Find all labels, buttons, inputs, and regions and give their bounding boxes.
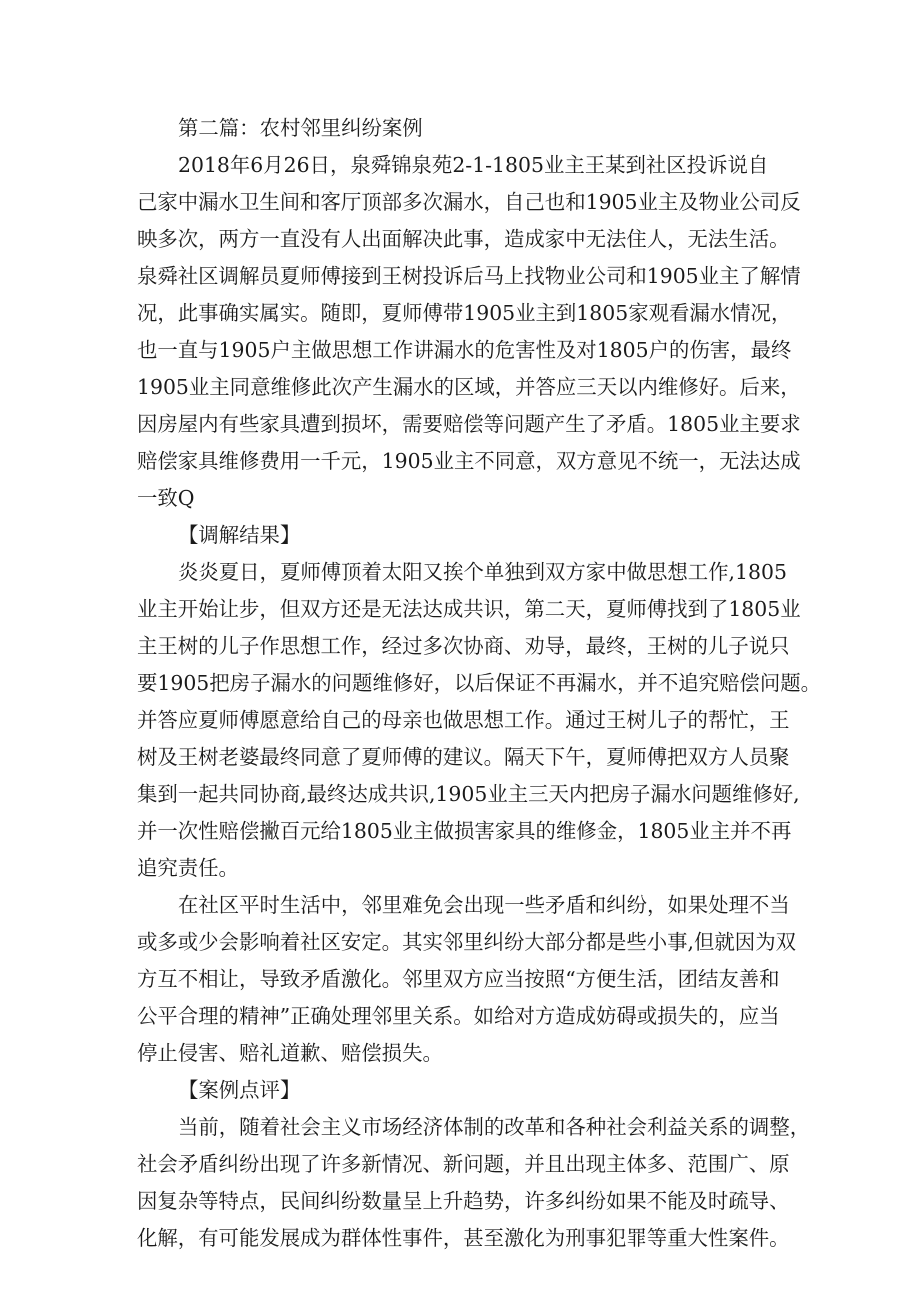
paragraph-line: 要1905把房子漏水的问题维修好，以后保证不再漏水，并不追究赔偿问题。: [137, 671, 821, 695]
paragraph-line: 1905业主同意维修此次产生漏水的区域，并答应三天以内维修好。后来，: [137, 375, 801, 399]
paragraph-line: 况，此事确实属实。随即，夏师傅带1905业主到1805家观看漏水情况，: [137, 301, 792, 325]
paragraph-line: 公平合理的精神”正确处理邻里关系。如给对方造成妨碍或损失的，应当: [137, 1004, 780, 1028]
section-heading-mediation-result: 【调解结果】: [178, 523, 301, 547]
section-heading-case-review: 【案例点评】: [178, 1078, 301, 1102]
paragraph-line: 2018年6月26日，泉舜锦泉苑2-1-1805业主王某到社区投诉说自: [178, 153, 769, 177]
paragraph-line: 树及王树老婆最终同意了夏师傅的建议。隔天下午，夏师傅把双方人员聚: [137, 745, 790, 769]
paragraph-line: 集到一起共同协商,最终达成共识,1905业主三天内把房子漏水问题维修好,: [137, 782, 800, 806]
paragraph-line: 化解，有可能发展成为群体性事件，甚至激化为刑事犯罪等重大性案件。: [137, 1226, 790, 1250]
paragraph-line: 并答应夏师傅愿意给自己的母亲也做思想工作。通过王树儿子的帮忙，王: [137, 708, 790, 732]
paragraph-line: 主王树的儿子作思想工作，经过多次协商、劝导，最终，王树的儿子说只: [137, 634, 790, 658]
paragraph-line: 当前，随着社会主义市场经济体制的改革和各种社会利益关系的调整，: [178, 1115, 811, 1139]
paragraph-line: 方互不相让，导致矛盾激化。邻里双方应当按照“方便生活，团结友善和: [137, 967, 780, 991]
paragraph-line: 追究责任。: [137, 856, 239, 880]
paragraph-line: 赔偿家具维修费用一千元，1905业主不同意，双方意见不统一，无法达成: [137, 449, 801, 473]
paragraph-line: 因复杂等特点，民间纠纷数量呈上升趋势，许多纠纷如果不能及时疏导、: [137, 1189, 790, 1213]
paragraph-line: 炎炎夏日，夏师傅顶着太阳又挨个单独到双方家中做思想工作,1805: [178, 560, 787, 584]
paragraph-line: 并一次性赔偿撇百元给1805业主做损害家具的维修金，1805业主并不再: [137, 819, 792, 843]
paragraph-line: 社会矛盾纠纷出现了许多新情况、新问题，并且出现主体多、范围广、原: [137, 1152, 790, 1176]
paragraph-line: 在社区平时生活中，邻里难免会出现一些矛盾和纠纷，如果处理不当: [178, 893, 790, 917]
paragraph-line: 停止侵害、赔礼道歉、赔偿损失。: [137, 1041, 443, 1065]
paragraph-line: 泉舜社区调解员夏师傅接到王树投诉后马上找物业公司和1905业主了解情: [137, 264, 801, 288]
paragraph-line: 或多或少会影响着社区安定。其实邻里纠纷大部分都是些小事,但就因为双: [137, 930, 796, 954]
paragraph-line: 也一直与1905户主做思想工作讲漏水的危害性及对1805户的伤害，最终: [137, 338, 792, 362]
paragraph-line: 一致Q: [137, 486, 195, 510]
paragraph-line: 映多次，两方一直没有人出面解决此事，造成家中无法住人，无法生活。: [137, 227, 790, 251]
paragraph-line: 业主开始让步，但双方还是无法达成共识，第二天，夏师傅找到了1805业: [137, 597, 801, 621]
paragraph-line: 因房屋内有些家具遭到损坏，需要赔偿等问题产生了矛盾。1805业主要求: [137, 412, 801, 436]
section-title: 第二篇：农村邻里纠纷案例: [178, 116, 423, 140]
paragraph-line: 己家中漏水卫生间和客厅顶部多次漏水，自己也和1905业主及物业公司反: [137, 190, 801, 214]
